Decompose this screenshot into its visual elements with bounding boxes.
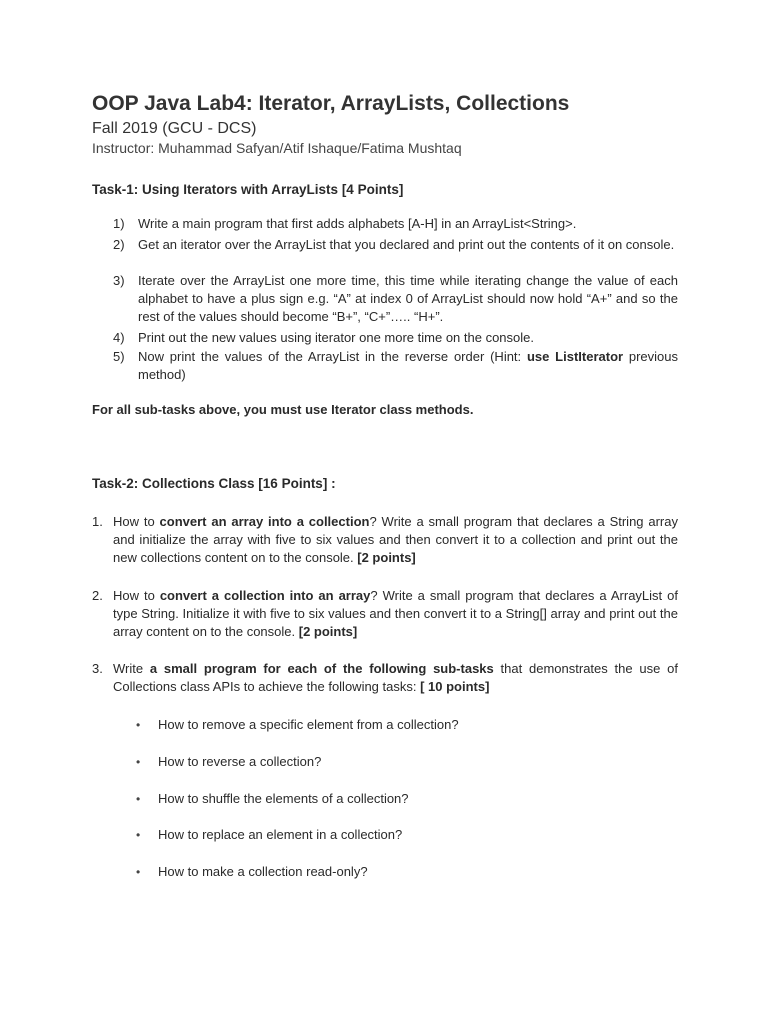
task2-item-number: 3. [92, 661, 103, 676]
document-title: OOP Java Lab4: Iterator, ArrayLists, Collections [92, 92, 570, 115]
bullet-icon: • [136, 792, 141, 806]
bullet-icon: • [136, 755, 141, 769]
task1-item-text: Get an iterator over the ArrayList that you declared and print out the contents of it on console. [138, 237, 675, 252]
task1-item-number: 5) [113, 349, 125, 364]
task2-item-text [113, 660, 678, 696]
bullet-icon: • [136, 828, 141, 842]
task2-item-text [113, 513, 678, 567]
task2-item-number: 1. [92, 514, 103, 529]
item-text-part: ? Write a small program that declares a String array and initialize the array with five to six values and then convert it to a collection and print out the new collections content on to the console. [113, 514, 678, 565]
task1-item-text: Print out the new values using iterator one more time on the console. [138, 330, 534, 345]
points-label: [ 10 points] [420, 679, 490, 694]
task1-item-text: Iterate over the ArrayList one more time, this time while iterating change the value of each alphabet to have a plus sign e.g. “A” at index 0 of ArrayList should now hold “A+” and so the rest of the values should become “B+”, “C+”….. “H+”. [138, 273, 678, 324]
item-text-part: Write [113, 661, 150, 676]
task1-item-number: 3) [113, 273, 125, 288]
points-label: [2 points] [298, 624, 358, 639]
task2-heading: Task-2: Collections Class [16 Points] : [92, 476, 336, 491]
points-label: [2 points] [357, 550, 416, 565]
subtask-bullet-item: How to shuffle the elements of a collection? [158, 791, 409, 806]
item-text-bold: convert a collection into an array [159, 588, 371, 603]
subtask-bullet-item: How to remove a specific element from a collection? [158, 717, 459, 732]
task1-item-text [138, 348, 678, 384]
task1-heading: Task-1: Using Iterators with ArrayLists [4 Points] [92, 182, 404, 197]
item-text-part: How to [113, 514, 160, 529]
item-text-part: ? Write a small program that declares a ArrayList of type String. Initialize it with five to six values and then convert it to a String[] array and print out the array content on to the console. [113, 588, 678, 639]
item-text-part: that demonstrates the use of Collections class APIs to achieve the following tasks: [113, 661, 678, 694]
task1-item-number: 1) [113, 216, 125, 231]
item-text-part: Now print the values of the ArrayList in the reverse order (Hint: [138, 349, 527, 364]
item-text-bold: use ListIterator [526, 349, 624, 364]
instructor-line: Instructor: Muhammad Safyan/Atif Ishaque/Fatima Mushtaq [92, 140, 462, 156]
task1-item-number: 2) [113, 237, 125, 252]
item-text-part: previous method) [138, 349, 679, 382]
task1-item-number: 4) [113, 330, 125, 345]
subtask-bullet-item: How to make a collection read-only? [158, 864, 368, 879]
bullet-icon: • [136, 718, 141, 732]
bullet-icon: • [136, 865, 141, 879]
item-text-bold: convert an array into a collection [159, 514, 370, 529]
task2-item-number: 2. [92, 588, 103, 603]
item-text-bold: a small program for each of the following sub-tasks [149, 661, 494, 676]
subtask-bullet-item: How to reverse a collection? [158, 754, 322, 769]
task2-item-text [113, 587, 678, 641]
document-subtitle: Fall 2019 (GCU - DCS) [92, 120, 257, 137]
task1-item-text: Write a main program that first adds alphabets [A-H] in an ArrayList<String>. [138, 216, 577, 231]
item-text-part: How to [113, 588, 160, 603]
task1-note: For all sub-tasks above, you must use Iterator class methods. [92, 402, 474, 417]
subtask-bullet-item: How to replace an element in a collection? [158, 827, 403, 842]
